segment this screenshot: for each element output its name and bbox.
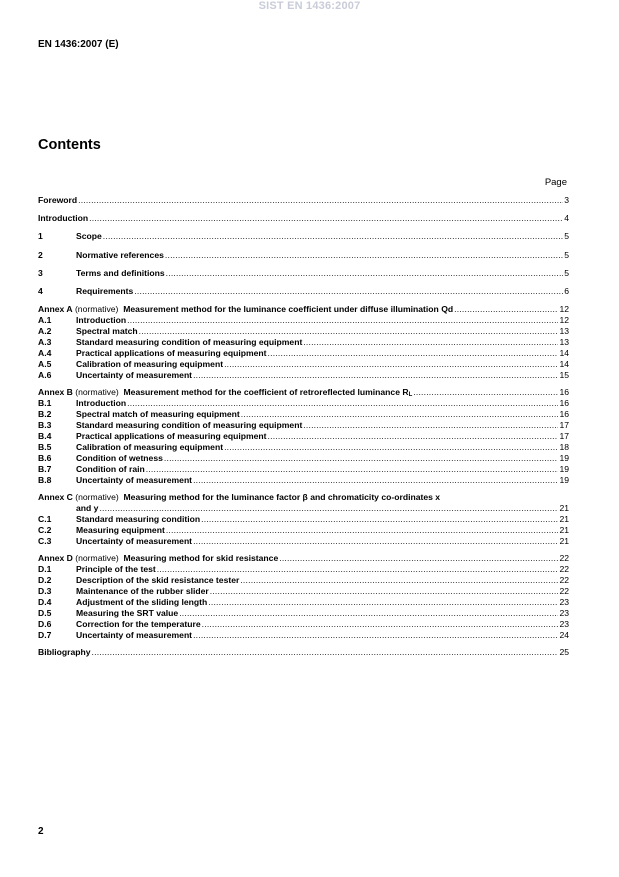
dot-leader: [201, 514, 558, 525]
toc-entry-b1[interactable]: [38, 398, 569, 409]
toc-entry-annex-a[interactable]: [38, 304, 569, 315]
dot-leader: [166, 268, 564, 279]
toc-entry-c1[interactable]: [38, 514, 569, 525]
toc-page: 21: [559, 514, 569, 525]
dot-leader: [454, 304, 558, 315]
toc-label: Measurement method for the luminance coefficient under diffuse illumination Qd: [123, 304, 454, 315]
toc-number: B.8: [38, 475, 52, 486]
toc-page: 6: [564, 285, 569, 296]
toc-entry-clause-2[interactable]: [38, 250, 569, 261]
dot-leader: [164, 453, 559, 464]
annex-prefix: Annex D: [38, 553, 73, 564]
toc-number: B.6: [38, 453, 52, 464]
toc-page: 16: [559, 387, 569, 398]
toc-page: 15: [559, 370, 569, 381]
toc-entry-b5[interactable]: [38, 442, 569, 453]
watermark: SIST EN 1436:2007: [258, 0, 361, 12]
annex-prefix: Annex A: [38, 304, 73, 315]
toc-label: Measuring the SRT value: [76, 608, 179, 619]
dot-leader: [89, 213, 563, 224]
toc-page: 21: [559, 525, 569, 536]
toc-label: Normative references: [76, 249, 164, 260]
toc-label: Condition of wetness: [76, 453, 163, 464]
toc-number: A.5: [38, 359, 52, 370]
toc-label: Scope: [76, 231, 102, 242]
page-column-label: Page: [544, 177, 567, 188]
annex-type: (normative): [75, 492, 119, 503]
dot-leader: [193, 475, 558, 486]
toc-number: B.1: [38, 398, 52, 409]
toc-entry-introduction[interactable]: [38, 213, 569, 224]
standard-id: EN 1436:2007 (E): [38, 39, 119, 50]
toc-entry-d5[interactable]: [38, 608, 569, 619]
dot-leader: [134, 286, 563, 297]
dot-leader: [103, 231, 563, 242]
toc-number: D.1: [38, 564, 52, 575]
dot-leader: [99, 503, 558, 514]
toc-entry-d4[interactable]: [38, 597, 569, 608]
dot-leader: [279, 553, 558, 564]
toc-entry-c3[interactable]: [38, 536, 569, 547]
dot-leader: [224, 442, 558, 453]
toc-page: 22: [559, 575, 569, 586]
toc-label: Correction for the temperature: [76, 619, 201, 630]
dot-leader: [268, 348, 559, 359]
dot-leader: [127, 315, 558, 326]
dot-leader: [193, 536, 558, 547]
annex-type: (normative): [75, 553, 119, 564]
toc-page: 22: [559, 564, 569, 575]
toc-label: Measuring equipment: [76, 525, 165, 536]
dot-leader: [92, 647, 559, 658]
toc-page: 13: [559, 326, 569, 337]
toc-page: 16: [559, 409, 569, 420]
toc-page: 4: [564, 213, 569, 224]
toc-number: C.2: [38, 525, 52, 536]
toc-page: 21: [559, 503, 569, 514]
toc-label: Principle of the test: [76, 564, 156, 575]
dot-leader: [193, 630, 558, 641]
dot-leader: [127, 398, 558, 409]
toc-label: Introduction: [38, 213, 89, 224]
toc-entry-annex-c-cont[interactable]: [38, 503, 569, 514]
toc-entry-a4[interactable]: [38, 348, 569, 359]
dot-leader: [165, 250, 563, 261]
dot-leader: [268, 431, 559, 442]
toc-page: 19: [559, 475, 569, 486]
toc-number: A.4: [38, 348, 52, 359]
toc-label: Calibration of measuring equipment: [76, 442, 224, 453]
toc-label: Foreword: [38, 195, 78, 205]
dot-leader: [179, 608, 558, 619]
toc-number: D.7: [38, 630, 52, 641]
toc-label: Terms and definitions: [76, 267, 165, 278]
toc-label: Adjustment of the sliding length: [76, 597, 208, 608]
toc-page: 17: [559, 420, 569, 431]
toc-number: A.3: [38, 337, 52, 348]
dot-leader: [303, 337, 558, 348]
toc-label-text: Measurement method for the coefficient of retroreflected luminance R: [123, 387, 409, 398]
page-title: Contents: [38, 137, 101, 153]
toc-page: 14: [559, 359, 569, 370]
toc-label: Introduction: [76, 315, 127, 326]
toc-page: 19: [559, 464, 569, 475]
toc-page: 5: [564, 267, 569, 278]
toc-entry-b7[interactable]: [38, 464, 569, 475]
toc-number: A.1: [38, 315, 52, 326]
toc-number: A.6: [38, 370, 52, 381]
toc-entry-clause-3[interactable]: [38, 268, 569, 279]
toc-page: 25: [559, 647, 569, 658]
toc-page: 23: [559, 608, 569, 619]
annex-type: (normative): [75, 387, 119, 398]
toc-number: C.3: [38, 536, 52, 547]
toc-label: Spectral match: [76, 326, 138, 337]
dot-leader: [240, 575, 558, 586]
toc-number: B.2: [38, 409, 52, 420]
toc-number: D.4: [38, 597, 52, 608]
toc-label: Spectral match of measuring equipment: [76, 409, 240, 420]
dot-leader: [224, 359, 558, 370]
toc-entry-a2[interactable]: [38, 326, 569, 337]
toc-page: 5: [564, 249, 569, 260]
dot-leader: [78, 195, 563, 206]
toc-entry-a6[interactable]: [38, 370, 569, 381]
toc-label: Requirements: [76, 285, 134, 296]
dot-leader: [202, 619, 559, 630]
toc-page: 24: [559, 630, 569, 641]
toc-number: 4: [38, 285, 43, 296]
toc-page: 22: [559, 553, 569, 564]
toc-label: Measuring method for the luminance factor β and chromaticity co-ordinates x: [123, 492, 441, 503]
toc-entry-b4[interactable]: [38, 431, 569, 442]
toc-label: Maintenance of the rubber slider: [76, 586, 209, 597]
toc-page: 22: [559, 586, 569, 597]
dot-leader: [157, 564, 559, 575]
toc-entry-b8[interactable]: [38, 475, 569, 486]
toc-entry-c2[interactable]: [38, 525, 569, 536]
toc-entry-annex-c[interactable]: [38, 492, 569, 503]
toc-page: 14: [559, 348, 569, 359]
toc-number: B.3: [38, 420, 52, 431]
toc-entry-b6[interactable]: [38, 453, 569, 464]
toc-page: 18: [559, 442, 569, 453]
toc-entry-annex-b[interactable]: [38, 387, 569, 398]
toc-number: B.4: [38, 431, 52, 442]
toc-label-subscript: L: [408, 392, 413, 399]
toc-label: Uncertainty of measurement: [76, 475, 193, 486]
annex-prefix: Annex C: [38, 492, 73, 503]
toc-entry-clause-1[interactable]: [38, 231, 569, 242]
toc-page: 3: [564, 195, 569, 205]
toc-label: Practical applications of measuring equipment: [76, 431, 267, 442]
toc-page: 21: [559, 536, 569, 547]
toc-label: Standard measuring condition of measuring equipment: [76, 337, 303, 348]
toc-label: Uncertainty of measurement: [76, 536, 193, 547]
table-of-contents: [38, 195, 569, 658]
toc-number: B.7: [38, 464, 52, 475]
toc-page: 17: [559, 431, 569, 442]
toc-number: 3: [38, 267, 43, 278]
toc-label: Standard measuring condition: [76, 514, 201, 525]
toc-entry-d1[interactable]: [38, 564, 569, 575]
toc-entry-b3[interactable]: [38, 420, 569, 431]
toc-page: 23: [559, 619, 569, 630]
toc-number: D.2: [38, 575, 52, 586]
toc-label: Uncertainty of measurement: [76, 630, 193, 641]
dot-leader: [139, 326, 559, 337]
toc-label: Introduction: [76, 398, 127, 409]
toc-number: D.3: [38, 586, 52, 597]
toc-page: 16: [559, 398, 569, 409]
annex-type: (normative): [74, 304, 119, 315]
dot-leader: [208, 597, 558, 608]
dot-leader: [210, 586, 559, 597]
toc-entry-a1[interactable]: [38, 315, 569, 326]
toc-label: Standard measuring condition of measuring equipment: [76, 420, 303, 431]
toc-label: Uncertainty of measurement: [76, 370, 193, 381]
toc-entry-d7[interactable]: [38, 630, 569, 641]
toc-label: Description of the skid resistance tester: [76, 575, 240, 586]
toc-page: 13: [559, 337, 569, 348]
toc-entry-a5[interactable]: [38, 359, 569, 370]
toc-page: 12: [559, 315, 569, 326]
toc-entry-foreword[interactable]: [38, 195, 569, 206]
toc-number: 1: [38, 231, 43, 242]
toc-label: Practical applications of measuring equipment: [76, 348, 267, 359]
toc-entry-b2[interactable]: [38, 409, 569, 420]
annex-prefix: Annex B: [38, 387, 73, 398]
toc-page: 23: [559, 597, 569, 608]
toc-page: 19: [559, 453, 569, 464]
toc-label-continuation: and y: [76, 503, 99, 514]
dot-leader: [241, 409, 559, 420]
toc-entry-d6[interactable]: [38, 619, 569, 630]
toc-entry-a3[interactable]: [38, 337, 569, 348]
page-number: 2: [38, 826, 44, 837]
toc-entry-annex-d[interactable]: [38, 553, 569, 564]
toc-page: 5: [564, 231, 569, 242]
toc-entry-d3[interactable]: [38, 586, 569, 597]
toc-number: D.5: [38, 608, 52, 619]
dot-leader: [193, 370, 558, 381]
toc-number: C.1: [38, 514, 52, 525]
toc-number: A.2: [38, 326, 52, 337]
toc-number: D.6: [38, 619, 52, 630]
toc-entry-clause-4[interactable]: [38, 286, 569, 297]
toc-number: 2: [38, 249, 43, 260]
toc-entry-bibliography[interactable]: [38, 647, 569, 658]
dot-leader: [303, 420, 558, 431]
toc-label: Measuring method for skid resistance: [123, 553, 279, 564]
toc-entry-d2[interactable]: [38, 575, 569, 586]
toc-label: Bibliography: [38, 647, 91, 658]
toc-label: Condition of rain: [76, 464, 145, 475]
toc-number: B.5: [38, 442, 52, 453]
toc-page: 12: [559, 304, 569, 315]
toc-label: Calibration of measuring equipment: [76, 359, 224, 370]
dot-leader: [146, 464, 559, 475]
dot-leader: [413, 387, 558, 398]
dot-leader: [166, 525, 559, 536]
